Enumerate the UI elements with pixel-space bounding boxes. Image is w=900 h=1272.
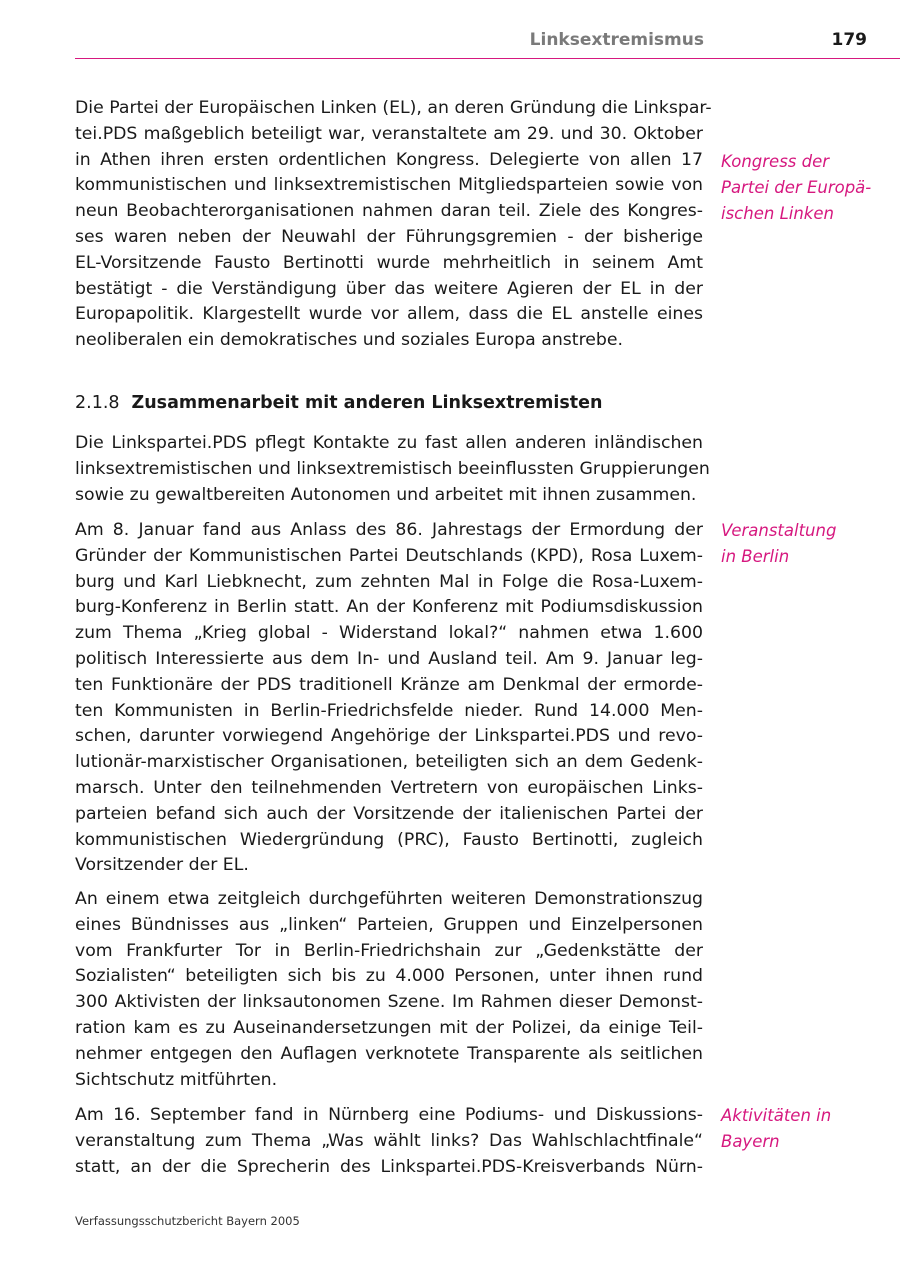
page-footer: Verfassungsschutzbericht Bayern 2005 [75, 1214, 300, 1228]
text-line: statt, an der die Sprecherin des Linkspartei.PDS-Kreisverbands Nürn- [75, 1156, 703, 1177]
page-header [75, 0, 900, 59]
text-line: lutionär-marxistischer Organisationen, beteiligten sich an dem Gedenk- [75, 752, 703, 773]
text-line: ten Funktionäre der PDS traditionell Kränze am Denkmal der ermorde- [75, 674, 703, 695]
text-line: sowie zu gewaltbereiten Autonomen und arbeitet mit ihnen zusammen. [75, 484, 697, 505]
text-line: marsch. Unter den teilnehmenden Vertretern von europäischen Links- [75, 777, 703, 798]
text-line: ration kam es zu Auseinandersetzungen mit der Polizei, da einige Teil- [75, 1017, 703, 1038]
text-line: in Athen ihren ersten ordentlichen Kongress. Delegierte von allen 17 [75, 149, 703, 170]
text-line: Sozialisten“ beteiligten sich bis zu 4.000 Personen, unter ihnen rund [75, 966, 703, 987]
text-line: Die Partei der Europäischen Linken (EL), an deren Gründung die Linkspar- [75, 98, 712, 118]
margin-note-line: Aktivitäten in [721, 1106, 832, 1125]
text-line: kommunistischen und linksextremistischen Mitgliedsparteien sowie von [75, 175, 703, 196]
text-line: ten Kommunisten in Berlin-Friedrichsfelde nieder. Rund 14.000 Men- [75, 700, 703, 721]
text-line: EL-Vorsitzende Fausto Bertinotti wurde mehrheitlich in seinem Amt [75, 252, 703, 273]
text-line: neun Beobachterorganisationen nahmen daran teil. Ziele des Kongres- [75, 201, 703, 222]
paragraph-cooperation [75, 431, 710, 508]
text-line: ses waren neben der Neuwahl der Führungsgremien - der bisherige [75, 226, 703, 247]
margin-note-line: Veranstaltung [721, 521, 837, 540]
text-line: linksextremistischen und linksextremistisch beeinflussten Gruppierungen [75, 458, 710, 479]
section-heading [75, 393, 602, 413]
text-line: An einem etwa zeitgleich durchgeführten weiteren Demonstrationszug [75, 889, 703, 909]
margin-note-bavaria [721, 1103, 891, 1155]
margin-note-berlin [721, 518, 891, 570]
paragraph-el-congress [75, 96, 712, 354]
text-line: Gründer der Kommunistischen Partei Deutschlands (KPD), Rosa Luxem- [75, 545, 703, 566]
text-line: 300 Aktivisten der linksautonomen Szene. Im Rahmen dieser Demonst- [75, 992, 703, 1013]
page-number: 179 [831, 30, 867, 50]
text-line: neoliberalen ein demokratisches und soziales Europa anstrebe. [75, 330, 624, 351]
paragraph-berlin-event [75, 518, 703, 879]
text-line: parteien befand sich auch der Vorsitzende der italienischen Partei der [75, 803, 703, 824]
text-line: nehmer entgegen den Auflagen verknotete Transparente als seitlichen [75, 1043, 703, 1064]
margin-note-line: Kongress der [721, 152, 830, 171]
text-line: burg-Konferenz in Berlin statt. An der Konferenz mit Podiumsdiskussion [75, 597, 703, 618]
margin-note-congress [721, 149, 891, 226]
text-line: politisch Interessierte aus dem In- und Ausland teil. Am 9. Januar leg- [75, 648, 703, 669]
margin-note-line: Bayern [721, 1131, 780, 1151]
text-line: vom Frankfurter Tor in Berlin-Friedrichshain zur „Gedenkstätte der [75, 940, 703, 961]
section-title: Zusammenarbeit mit anderen Linksextremisten [131, 393, 603, 413]
text-line: eines Bündnisses aus „linken“ Parteien, Gruppen und Einzelpersonen [75, 914, 703, 935]
text-line: veranstaltung zum Thema „Was wählt links? Das Wahlschlachtfinale“ [75, 1130, 703, 1151]
text-line: Europapolitik. Klargestellt wurde vor allem, dass die EL anstelle eines [75, 304, 703, 325]
margin-note-line: in Berlin [721, 546, 790, 566]
text-line: Am 16. September fand in Nürnberg eine Podiums- und Diskussions- [75, 1105, 703, 1125]
text-line: zum Thema „Krieg global - Widerstand lokal?“ nahmen etwa 1.600 [75, 623, 703, 644]
text-line: schen, darunter vorwiegend Angehörige der Linkspartei.PDS und revo- [75, 726, 703, 747]
margin-note-line: ischen Linken [721, 203, 834, 223]
text-line: Vorsitzender der EL. [75, 855, 249, 876]
text-line: Die Linkspartei.PDS pflegt Kontakte zu fast allen anderen inländischen [75, 433, 703, 453]
running-title: Linksextremismus [529, 30, 704, 50]
text-line: Sichtschutz mitführten. [75, 1069, 278, 1090]
section-number: 2.1.8 [75, 393, 120, 413]
paragraph-demonstration [75, 887, 703, 1093]
text-line: bestätigt - die Verständigung über das weitere Agieren der EL in der [75, 278, 703, 299]
text-line: tei.PDS maßgeblich beteiligt war, veranstaltete am 29. und 30. Oktober [75, 123, 703, 144]
paragraph-nuremberg [75, 1103, 703, 1180]
text-line: burg und Karl Liebknecht, zum zehnten Mal in Folge die Rosa-Luxem- [75, 571, 703, 592]
text-line: kommunistischen Wiedergründung (PRC), Fausto Bertinotti, zugleich [75, 829, 703, 850]
margin-note-line: Partei der Europä- [721, 177, 872, 197]
text-line: Am 8. Januar fand aus Anlass des 86. Jahrestags der Ermordung der [75, 520, 703, 540]
